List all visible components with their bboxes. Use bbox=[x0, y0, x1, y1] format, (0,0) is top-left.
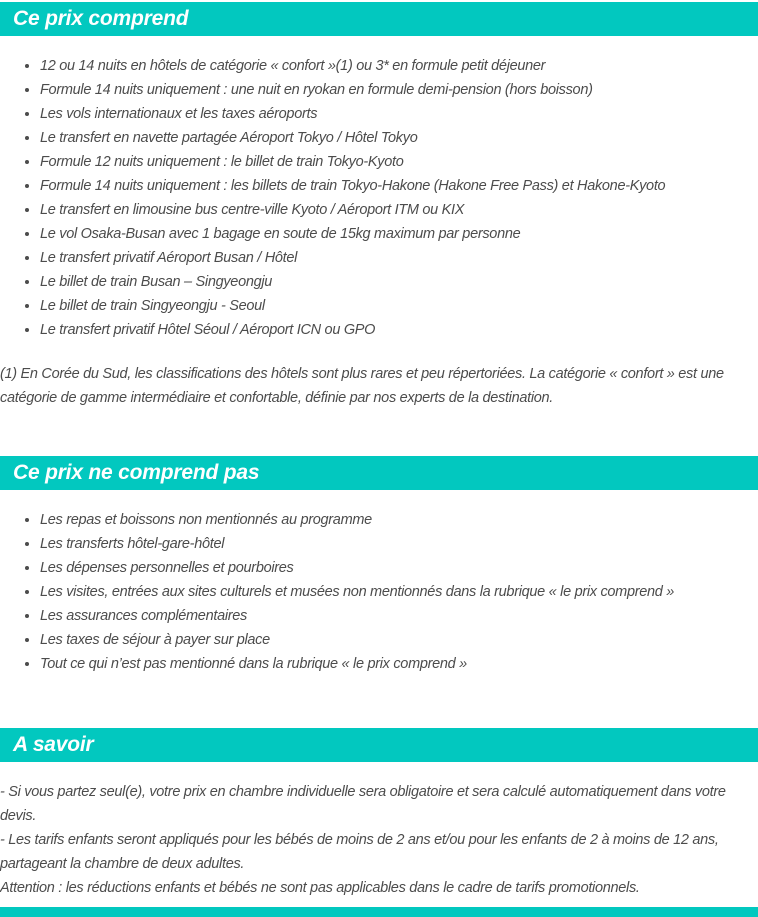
price-includes-list bbox=[0, 54, 758, 342]
section-title-price-excludes: Ce prix ne comprend pas bbox=[13, 461, 260, 484]
hotel-category-footnote: (1) En Corée du Sud, les classifications des hôtels sont plus rares et peu répertoriées. La catégorie « confort » est une catégorie de gamme intermédiaire et confortable, définie par nos experts de la destination. bbox=[0, 366, 724, 406]
section-title-price-includes: Ce prix comprend bbox=[13, 7, 189, 30]
price-excludes-item: • Tout ce qui n’est pas mentionné dans la rubrique « le prix comprend » bbox=[40, 652, 758, 676]
price-includes-item: • Le transfert en limousine bus centre-ville Kyoto / Aéroport ITM ou KIX bbox=[40, 198, 758, 222]
note-paragraph: - Les tarifs enfants seront appliqués pour les bébés de moins de 2 ans et/ou pour les enfants de 2 à moins de 12 ans, partageant la chambre de deux adultes. bbox=[0, 832, 719, 872]
price-includes-item: • Le transfert privatif Hôtel Séoul / Aéroport ICN ou GPO bbox=[40, 318, 758, 342]
price-includes-item: • Le billet de train Busan – Singyeongju bbox=[40, 270, 758, 294]
price-excludes-item: • Les taxes de séjour à payer sur place bbox=[40, 628, 758, 652]
price-includes-item: • Formule 12 nuits uniquement : le billet de train Tokyo-Kyoto bbox=[40, 150, 758, 174]
note-paragraph: - Si vous partez seul(e), votre prix en chambre individuelle sera obligatoire et sera calculé automatiquement dans votre devis. bbox=[0, 784, 726, 824]
price-excludes-item: • Les dépenses personnelles et pourboires bbox=[40, 556, 758, 580]
price-includes-item: • Le transfert privatif Aéroport Busan / Hôtel bbox=[40, 246, 758, 270]
section-header-price-excludes bbox=[0, 456, 758, 490]
price-excludes-item: • Les assurances complémentaires bbox=[40, 604, 758, 628]
notes-paragraphs bbox=[0, 780, 758, 900]
price-includes-item: • Les vols internationaux et les taxes aéroports bbox=[40, 102, 758, 126]
price-includes-item: • Formule 14 nuits uniquement : une nuit en ryokan en formule demi-pension (hors boisson) bbox=[40, 78, 758, 102]
price-includes-item: • Formule 14 nuits uniquement : les billets de train Tokyo-Hakone (Hakone Free Pass) et Hakone-Kyoto bbox=[40, 174, 758, 198]
note-paragraph: Attention : les réductions enfants et bébés ne sont pas applicables dans le cadre de tarifs promotionnels. bbox=[0, 880, 640, 896]
pricing-page bbox=[0, 2, 758, 917]
next-section-bar-partial bbox=[0, 907, 758, 917]
section-header-notes bbox=[0, 728, 758, 762]
price-includes-item: • Le billet de train Singyeongju - Seoul bbox=[40, 294, 758, 318]
price-excludes-item: • Les repas et boissons non mentionnés au programme bbox=[40, 508, 758, 532]
price-excludes-item: • Les visites, entrées aux sites culturels et musées non mentionnés dans la rubrique « le prix comprend » bbox=[40, 580, 758, 604]
section-title-notes: A savoir bbox=[13, 733, 94, 756]
price-includes-item: • Le transfert en navette partagée Aéroport Tokyo / Hôtel Tokyo bbox=[40, 126, 758, 150]
price-includes-item: • Le vol Osaka-Busan avec 1 bagage en soute de 15kg maximum par personne bbox=[40, 222, 758, 246]
section-header-price-includes bbox=[0, 2, 758, 36]
price-excludes-item: • Les transferts hôtel-gare-hôtel bbox=[40, 532, 758, 556]
price-includes-item: • 12 ou 14 nuits en hôtels de catégorie « confort »(1) ou 3* en formule petit déjeuner bbox=[40, 54, 758, 78]
price-excludes-list bbox=[0, 508, 758, 676]
